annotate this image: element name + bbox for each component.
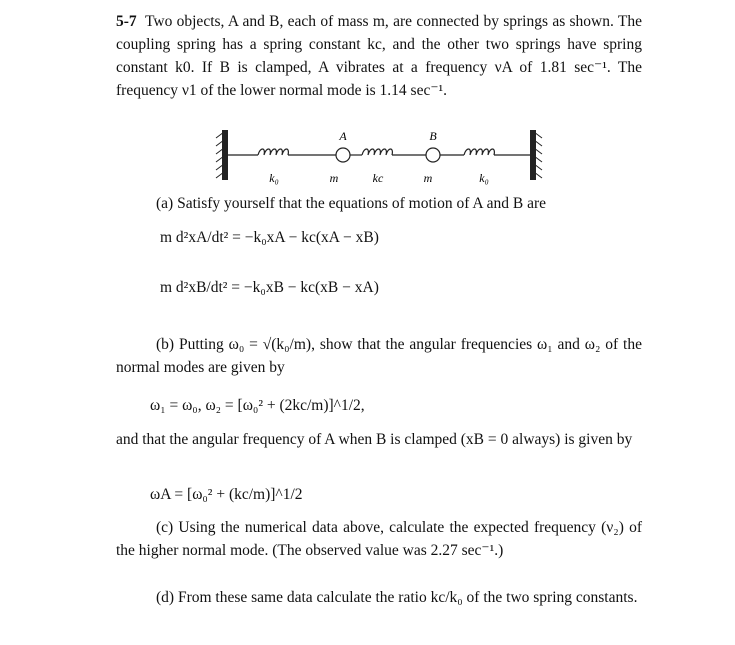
equation-omega: ω₁ = ω₀, ω₂ = [ω₀² + (2kc/m)]^1/2, — [150, 397, 365, 414]
problem-intro: Two objects, A and B, each of mass m, are connected by springs as shown. The coupling spring has a spring constant kc, and the other two springs have spring constant k0. If B is clamped, A vibrates at a frequency νA of 1.81 sec⁻¹. The frequency ν1 of the lower normal mode is 1.14 sec⁻¹. — [116, 13, 642, 99]
part-b-text2: and that the angular frequency of A when B is clamped (xB = 0 always) is given by — [116, 431, 633, 448]
problem-number: 5-7 — [116, 13, 137, 30]
right-wall — [530, 130, 542, 180]
label-b: B — [429, 129, 437, 143]
label-spring-middle: kc — [372, 171, 384, 185]
equation-a2: m d²xB/dt² = −k₀xB − kc(xB − xA) — [160, 279, 379, 296]
label-spring-right: k₀ — [479, 171, 489, 185]
right-spring — [440, 149, 530, 155]
label-spring-left: k₀ — [269, 171, 279, 185]
left-wall — [216, 130, 228, 180]
label-a: A — [339, 129, 347, 143]
equation-omega-a: ωA = [ω₀² + (kc/m)]^1/2 — [150, 486, 303, 503]
part-b-text: (b) Putting ω₀ = √(k₀/m), show that the angular frequencies ω₁ and ω₂ of the normal modes are given by — [116, 336, 642, 376]
part-c-text: (c) Using the numerical data above, calculate the expected frequency (ν₂) of the higher normal mode. (The observed value was 2.27 sec⁻¹.) — [116, 519, 642, 559]
label-mass-left: m — [329, 171, 339, 185]
label-mass-right: m — [423, 171, 433, 185]
equation-a1: m d²xA/dt² = −k₀xA − kc(xA − xB) — [160, 229, 379, 246]
part-d-text: (d) From these same data calculate the ratio kc/k₀ of the two spring constants. — [156, 589, 638, 606]
spring-mass-diagram — [0, 0, 735, 200]
mass-b — [426, 148, 440, 162]
left-spring — [228, 149, 336, 155]
part-a-text: (a) Satisfy yourself that the equations of motion of A and B are — [156, 195, 546, 212]
middle-spring — [350, 149, 426, 155]
mass-a — [336, 148, 350, 162]
